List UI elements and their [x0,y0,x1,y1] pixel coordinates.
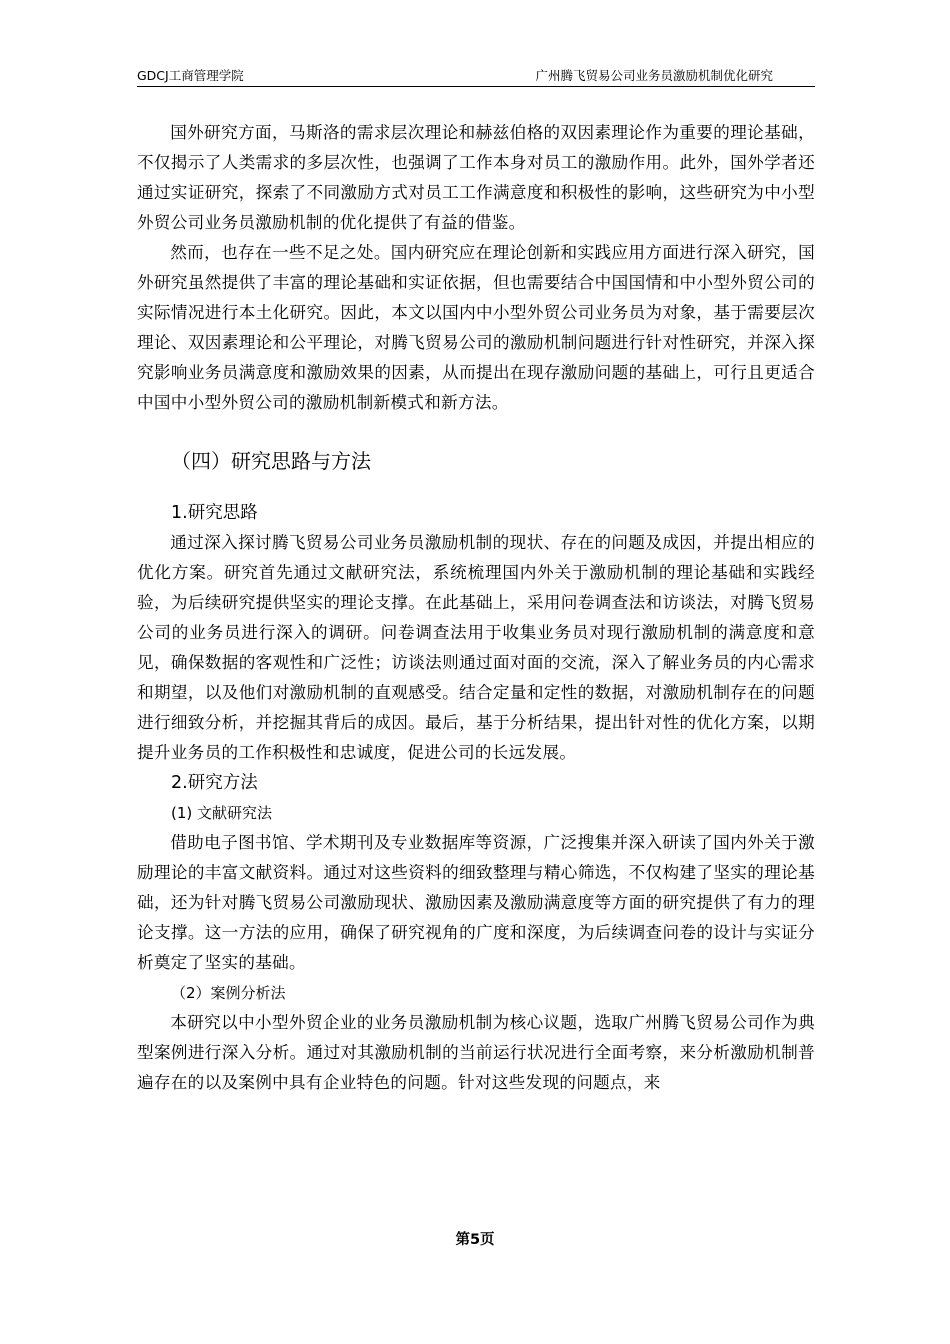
paragraph-literature-method: 借助电子图书馆、学术期刊及专业数据库等资源，广泛搜集并深入研读了国内外关于激励理论的丰富文献资料。通过对这些资料的细致整理与精心筛选，不仅构建了坚实的理论基础，还为针对腾飞贸易公司激励现状、激励因素及激励满意度等方面的研究提供了有力的理论支撑。这一方法的应用，确保了研究视角的广度和深度，为后续调查问卷的设计与实证分析奠定了坚实的基础。 [137,833,815,972]
paragraph-case-study-method: 本研究以中小型外贸企业的业务员激励机制为核心议题，选取广州腾飞贸易公司作为典型案例进行深入分析。通过对其激励机制的当前运行状况进行全面考察，来分析激励机制普遍存在的以及案例中具有企业特色的问题。针对这些发现的问题点，来 [137,1013,815,1092]
method-item-literature: (1) 文献研究法 [171,804,273,822]
header-title: 广州腾飞贸易公司业务员激励机制优化研究 [535,68,773,83]
paragraph-foreign-research: 国外研究方面，马斯洛的需求层次理论和赫兹伯格的双因素理论作为重要的理论基础，不仅揭示了人类需求的多层次性，也强调了工作本身对员工的激励作用。此外，国外学者还通过实证研究，探索了不同激励方式对员工工作满意度和积极性的影响，这些研究为中小型外贸公司业务员激励机制的优化提供了有益的借鉴。 [137,123,815,232]
section-heading-research-approach: （四）研究思路与方法 [171,449,371,473]
page-body [137,118,815,1098]
page-number: 第5页 [455,1232,495,1248]
subheading-research-idea: 1.研究思路 [171,503,258,523]
page-header [137,68,815,87]
method-item-case-study: （2）案例分析法 [171,984,286,1002]
subheading-research-methods: 2.研究方法 [171,773,258,793]
header-institution: GDCJ工商管理学院 [137,68,244,83]
paragraph-shortcomings: 然而，也存在一些不足之处。国内研究应在理论创新和实践应用方面进行深入研究，国外研究虽然提供了丰富的理论基础和实证依据，但也需要结合中国国情和中小型外贸公司的实际情况进行本土化研究。因此，本文以国内中小型外贸公司业务员为对象，基于需要层次理论、双因素理论和公平理论，对腾飞贸易公司的激励机制问题进行针对性研究，并深入探究影响业务员满意度和激励效果的因素，从而提出在现存激励问题的基础上，可行且更适合中国中小型外贸公司的激励机制新模式和新方法。 [137,243,815,412]
paragraph-research-idea: 通过深入探讨腾飞贸易公司业务员激励机制的现状、存在的问题及成因，并提出相应的优化方案。研究首先通过文献研究法，系统梳理国内外关于激励机制的理论基础和实践经验，为后续研究提供坚实的理论支撑。在此基础上，采用问卷调查法和访谈法，对腾飞贸易公司的业务员进行深入的调研。问卷调查法用于收集业务员对现行激励机制的满意度和意见，确保数据的客观性和广泛性；访谈法则通过面对面的交流，深入了解业务员的内心需求和期望，以及他们对激励机制的直观感受。结合定量和定性的数据，对激励机制存在的问题进行细致分析，并挖掘其背后的成因。最后，基于分析结果，提出针对性的优化方案，以期提升业务员的工作积极性和忠诚度，促进公司的长远发展。 [137,533,815,762]
